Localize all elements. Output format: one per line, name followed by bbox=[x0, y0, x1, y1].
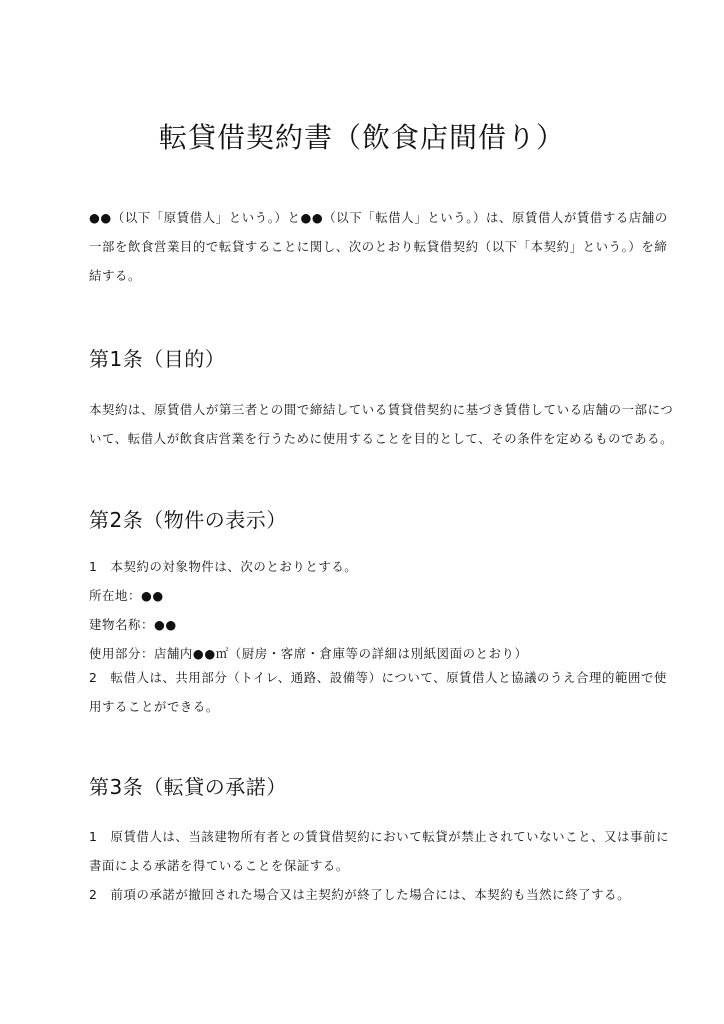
article-3-paragraph bbox=[89, 822, 670, 909]
article-1-line: いて、転借人が飲食店営業を行うために使用することを目的として、その条件を定めるものである。 bbox=[89, 431, 674, 446]
property-usage-area: 使用部分：店舗内●●㎡（厨房・客席・倉庫等の詳細は別紙図面のとおり） bbox=[89, 646, 528, 661]
article-3-clause-1-line: 書面による承諾を得ていることを保証する。 bbox=[89, 858, 349, 873]
article-1-line: 本契約は、原賃借人が第三者との間で締結している賃貸借契約に基づき賃借している店舗の一部につ bbox=[89, 402, 674, 417]
article-1-paragraph bbox=[89, 395, 674, 453]
document-title: 転貸借契約書（飲食店間借り） bbox=[158, 121, 565, 154]
preamble-line: 結する。 bbox=[89, 268, 141, 283]
article-2-clause-2-line: 2 転借人は、共用部分（トイレ、通路、設備等）について、原賃借人と協議のうえ合理的範囲で使 bbox=[89, 670, 667, 685]
preamble-paragraph bbox=[89, 203, 668, 290]
article-3-clause-1-line: 1 原賃借人は、当該建物所有者との賃貸借契約において転貸が禁止されていないこと、又は事前に bbox=[89, 829, 670, 844]
property-location: 所在地：●● bbox=[89, 588, 164, 603]
article-1-heading: 第1条（目的） bbox=[89, 347, 226, 371]
article-2-heading: 第2条（物件の表示） bbox=[89, 508, 287, 532]
article-2-paragraph-1 bbox=[89, 552, 649, 668]
article-2-clause-1: 1 本契約の対象物件は、次のとおりとする。 bbox=[89, 559, 358, 574]
property-building-name: 建物名称：●● bbox=[89, 617, 177, 632]
preamble-line: ●●（以下「原賃借人」という。）と●●（以下「転借人」という。）は、原賃借人が賃借する店舗の bbox=[89, 210, 668, 225]
article-3-heading: 第3条（転貸の承諾） bbox=[89, 775, 287, 799]
preamble-line: 一部を飲食営業目的で転貸することに関し、次のとおり転貸借契約（以下「本契約」という。）を締 bbox=[89, 239, 668, 254]
article-2-clause-2-line: 用することができる。 bbox=[89, 699, 219, 714]
article-2-paragraph-2 bbox=[89, 663, 667, 721]
article-3-clause-2: 2 前項の承諾が撤回された場合又は主契約が終了した場合には、本契約も当然に終了する。 bbox=[89, 887, 631, 902]
